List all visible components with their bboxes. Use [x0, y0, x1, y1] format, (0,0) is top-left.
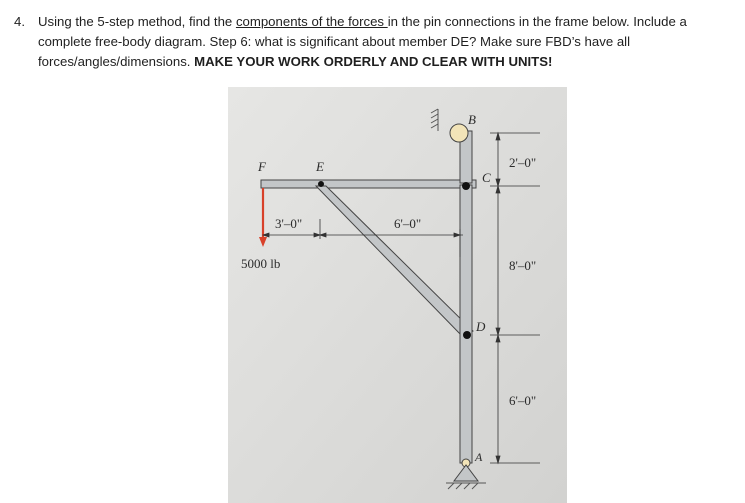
load-label: 5000 lb [241, 256, 281, 271]
label-e: E [316, 159, 324, 174]
horizontal-member [261, 180, 476, 188]
question-text [14, 12, 729, 72]
label-a: A [475, 450, 483, 464]
label-d: D [476, 319, 486, 334]
label-c: C [482, 170, 491, 185]
pin-e [318, 181, 324, 187]
pin-c [462, 182, 470, 190]
pin-d [463, 331, 471, 339]
label-b: B [468, 112, 476, 127]
question-part2: in the pin connections in the frame below. Include a complete free-body diagram. Step 6: what is significant about member DE? Make sure FBD’s have all forces/angles/dimensions. [38, 14, 687, 69]
question-body [38, 12, 729, 72]
question-number: 4. [14, 14, 25, 29]
pin-b [450, 124, 468, 142]
dim-bottom: 6'–0" [509, 393, 537, 408]
question-bold-note: MAKE YOUR WORK ORDERLY AND CLEAR WITH UNITS! [194, 54, 553, 69]
dim-mid: 8'–0" [509, 258, 537, 273]
vertical-column [460, 185, 472, 463]
question-underlined: components of the forces [235, 14, 388, 29]
label-f: F [258, 159, 266, 174]
dim-right-span: 6'–0" [394, 216, 422, 231]
frame-figure [228, 87, 567, 503]
dim-left-span: 3'–0" [275, 216, 303, 231]
dim-top: 2'–0" [509, 155, 537, 170]
question-part1: Using the 5-step method, find the [38, 14, 236, 29]
